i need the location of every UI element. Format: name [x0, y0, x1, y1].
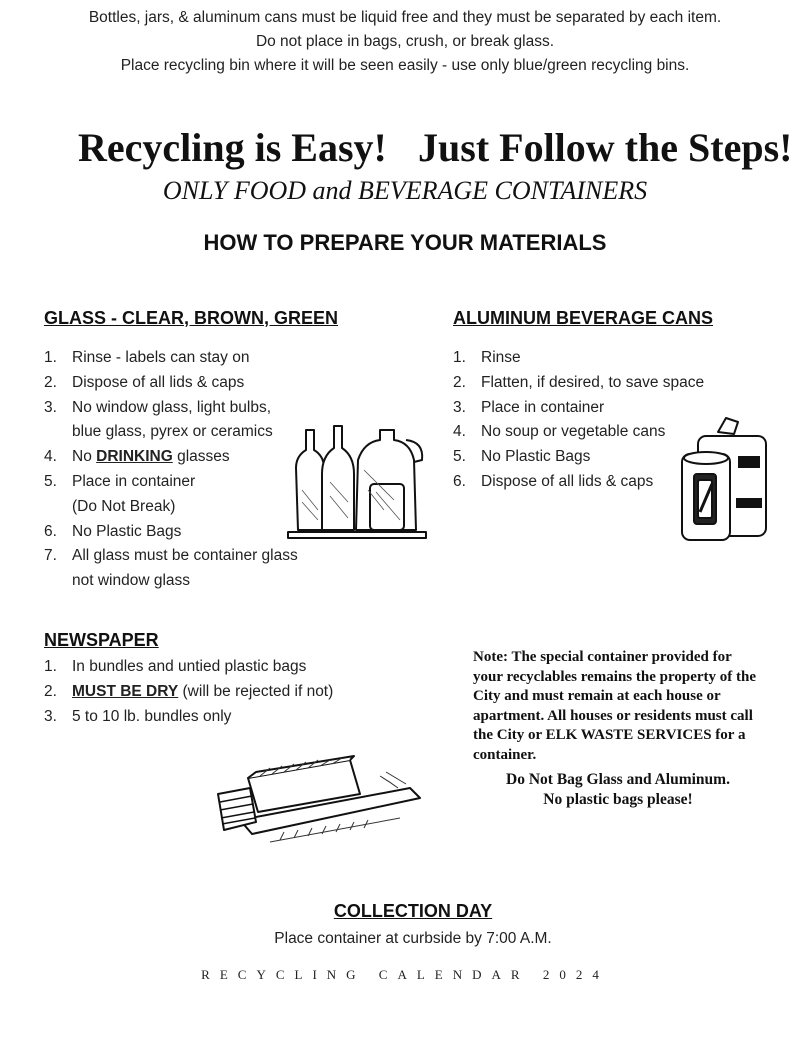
container-note: Note: The special container provided for your recyclables remains the property of the City and must remain at each house or apartment. All houses or residents must call the City or ELK WASTE SERVICES for a container.: [473, 649, 757, 763]
newspaper-title: NEWSPAPER: [44, 630, 159, 650]
item-number: 1.: [44, 658, 57, 675]
intro-line-1: Bottles, jars, & aluminum cans must be liquid free and they must be separated by each item.: [88, 9, 722, 26]
item-text: Place in container: [72, 472, 196, 490]
aluminum-list: [453, 346, 704, 495]
item-number: 3.: [44, 707, 57, 725]
aluminum-title: ALUMINUM BEVERAGE CANS: [453, 308, 714, 328]
item-text-continued: blue glass, pyrex or ceramics: [72, 423, 273, 441]
item-text: All glass must be container glass: [72, 547, 298, 565]
list-item: [44, 346, 298, 371]
list-item: [44, 371, 298, 396]
intro-text: [0, 6, 810, 78]
intro-line-2: Do not place in bags, crush, or break glass.: [255, 33, 555, 50]
item-number: 4.: [44, 448, 57, 466]
item-text: Rinse: [481, 349, 521, 366]
headline-left: Recycling is Easy!: [78, 125, 387, 170]
item-text: No window glass, light bulbs,: [72, 398, 272, 416]
newspaper-bin-icon: [210, 748, 424, 848]
item-text: Rinse - labels can stay on: [72, 349, 250, 366]
item-text: No Plastic Bags: [72, 522, 182, 540]
item-text: glasses: [172, 448, 230, 466]
note-reminder: [473, 770, 763, 810]
list-item: [44, 445, 298, 470]
item-number: 1.: [453, 349, 466, 366]
item-text: 5 to 10 lb. bundles only: [72, 707, 232, 725]
intro-line-3: Place recycling bin where it will be seen easily - use only blue/green recycling bins.: [120, 57, 690, 74]
item-number: 2.: [44, 373, 57, 391]
item-number: 5.: [453, 448, 466, 466]
prepare-title: HOW TO PREPARE YOUR MATERIALS: [203, 230, 607, 255]
item-number: 4.: [453, 423, 466, 441]
list-item: [44, 544, 298, 594]
item-text: Dispose of all lids & caps: [72, 373, 245, 391]
item-number: 1.: [44, 349, 57, 366]
item-text-continued: not window glass: [72, 572, 191, 590]
list-item: [44, 705, 333, 730]
item-number: 3.: [453, 398, 466, 416]
list-item: [44, 655, 333, 680]
item-number: 2.: [453, 373, 466, 391]
list-item: [453, 445, 704, 470]
glass-list: [44, 346, 298, 594]
list-item: [453, 346, 704, 371]
item-text: No Plastic Bags: [481, 448, 591, 466]
item-text-continued: (Do Not Break): [72, 497, 176, 515]
item-text: Dispose of all lids & caps: [481, 472, 654, 490]
item-text: Place in container: [481, 398, 605, 416]
list-item: [44, 680, 333, 705]
list-item: [453, 470, 704, 495]
item-emphasis: DRINKING: [96, 448, 173, 466]
glass-bottles-icon: [284, 420, 432, 538]
subheadline: ONLY FOOD and BEVERAGE CONTAINERS: [162, 176, 648, 205]
list-item: [453, 371, 704, 396]
item-number: 7.: [44, 547, 57, 565]
headline-right: Just Follow the Steps!: [418, 125, 793, 170]
newspaper-list: [44, 655, 333, 729]
collection-title: COLLECTION DAY: [333, 901, 493, 921]
note-reminder-line-1: Do Not Bag Glass and Aluminum.: [506, 771, 730, 788]
list-item: [44, 520, 298, 545]
calendar-title: RECYCLING CALENDAR 2024: [201, 967, 609, 982]
aluminum-cans-icon: [678, 412, 774, 544]
list-item: [44, 470, 298, 520]
item-number: 2.: [44, 682, 57, 700]
collection-text: Place container at curbside by 7:00 A.M.: [274, 930, 552, 947]
item-text: No: [72, 448, 97, 466]
item-number: 3.: [44, 398, 57, 416]
glass-title: GLASS - CLEAR, BROWN, GREEN: [44, 308, 339, 328]
list-item: [453, 420, 704, 445]
list-item: [453, 396, 704, 421]
item-number: 6.: [44, 522, 57, 540]
item-emphasis: MUST BE DRY: [72, 682, 179, 700]
item-text: No soup or vegetable cans: [481, 423, 666, 441]
note-reminder-line-2: No plastic bags please!: [543, 791, 693, 808]
list-item: [44, 396, 298, 446]
item-text: In bundles and untied plastic bags: [72, 658, 307, 675]
item-text: Flatten, if desired, to save space: [481, 373, 705, 391]
item-number: 6.: [453, 472, 466, 490]
item-text: (will be rejected if not): [178, 682, 334, 700]
item-number: 5.: [44, 472, 57, 490]
